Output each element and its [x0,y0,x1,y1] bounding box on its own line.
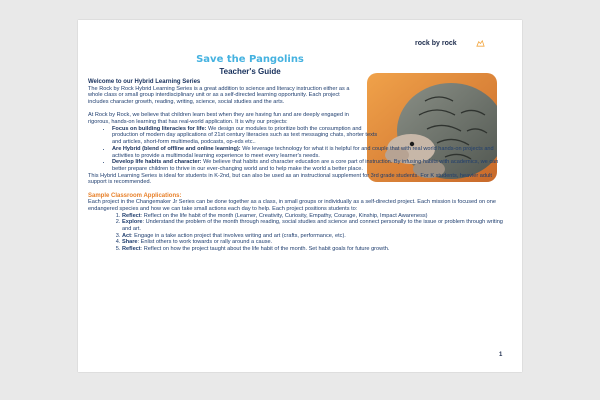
step-title: Share [122,239,138,246]
brand-logo: rock by rock [415,40,457,47]
step-text: : Reflect on how the project taught about the life habit of the month. Set habit goals for future growth. [140,246,390,253]
list-item [122,213,512,220]
steps-list [88,213,512,253]
list-item [122,246,512,253]
sample-intro: Each project in the Changemaker Jr Series can be done together as a class, in small groups or individually as a self-directed project. Each mission is focused on one endangered species and how we can take small actions each day to help. Each project positions students to: [88,199,496,212]
list-item [122,219,512,232]
step-text: : Enlist others to work towards or rally around a cause. [137,239,273,246]
intro-paragraph: The Rock by Rock Hybrid Learning Series is a great addition to science and literacy instruction either as a whole class or small group interdisciplinary unit or as a self-directed learning opportunity. Each project includes character growth, reading, writing, science, social studies and the arts. [88,85,350,106]
step-title: Reflect [122,246,141,253]
bullet-bold: Focus on building literacies for life: [112,125,207,132]
page-number: 1 [499,352,503,358]
guide-body [88,79,512,253]
welcome-heading: Welcome to our Hybrid Learning Series [88,79,201,85]
guide-page [78,20,522,372]
list-item [112,159,512,172]
bullet-text: We design our modules to prioritize both the consumption and production of modern day applications of 21st century literacies such as text messaging chats, shorter texts and articles, short-form multimedia, podcasts, op-eds etc.. [112,125,378,146]
series-note: This Hybrid Learning Series is ideal for students in K-2nd, but can also be used as an instructional supplement for 3rd grade students. For K students, heavier adult support is recommended. [88,172,492,186]
bullet-text: We believe that habits and character education are a core part of instruction. By infusing habits with academics, we can better prepare children to thrive in our ever-changing world and to help make the world a better place. [112,159,499,172]
step-text: : Understand the problem of the month through reading, social studies and science and connect personally to the issue or problem through writing and art. [122,219,503,233]
list-item [122,233,512,240]
list-item [122,239,512,246]
list-item [112,146,512,159]
page-title: Save the Pangolins [196,54,304,65]
philosophy-paragraph: At Rock by Rock, we believe that children learn best when they are having fun and are deeply engaged in rigorous, hands-on learning that has real-world application. It is why our projects: [88,112,349,126]
bullet-bold: Are Hybrid (blend of offline and online learning): [112,145,241,152]
bullet-text: We leverage technology for what it is helpful for and couple that with real world hands-on projects and activities to provide a multimodal learning experience to meet every learner's needs. [112,145,494,159]
list-item [112,126,382,146]
feature-list [88,126,512,173]
bullet-bold: Develop life habits and character: [112,159,202,166]
step-text: : Engage in a take action project that involves writing and art (crafts, performance, etc). [131,232,346,239]
rock-icon [476,39,485,50]
step-title: Reflect [122,212,141,219]
step-title: Explore [122,219,143,226]
step-title: Act [122,232,132,239]
page-subtitle: Teacher's Guide [219,67,281,76]
sample-heading: Sample Classroom Applications: [88,192,182,199]
step-text: : Reflect on the life habit of the month (Learner, Creativity, Curiosity, Empathy, Courage, Kinship, Impact Awareness) [140,212,428,219]
